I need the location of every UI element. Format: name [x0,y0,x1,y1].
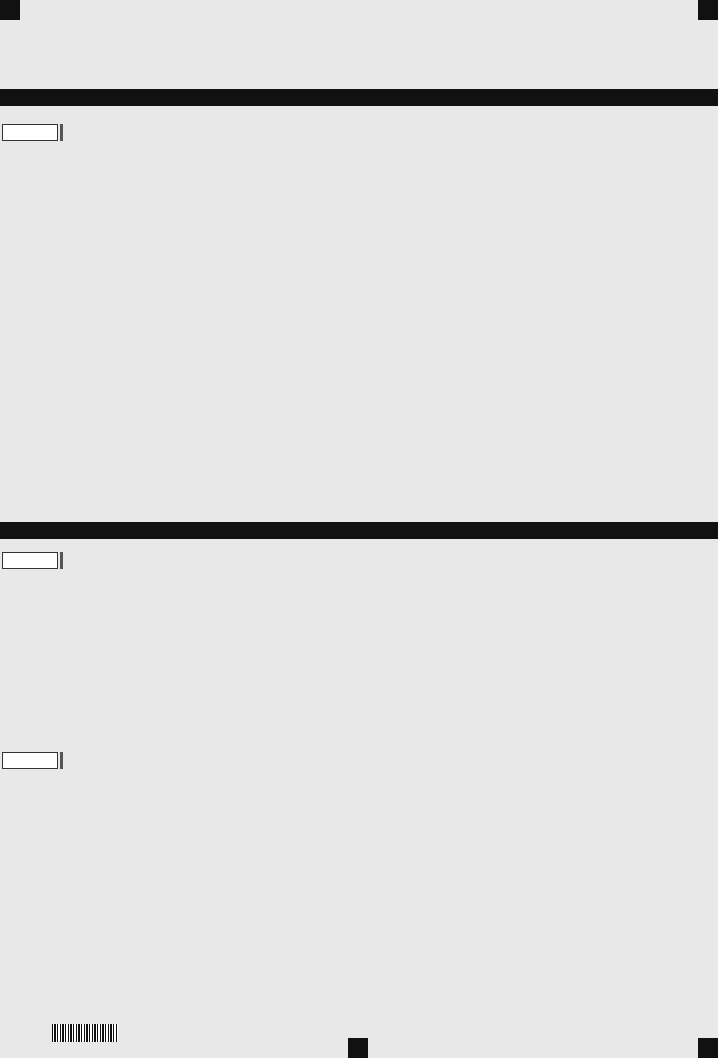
section2-title [0,522,718,539]
form-header [566,4,574,19]
corner-marker-top-left [0,0,20,20]
line-code-014 [2,552,58,569]
corner-marker-top-right [698,0,718,20]
barcode [52,1024,118,1042]
line-code-013 [2,124,58,141]
corner-marker-bottom-center [348,1038,368,1058]
line-code-015 [2,752,58,769]
corner-marker-bottom-right [698,1038,718,1058]
section1-title [0,89,718,106]
